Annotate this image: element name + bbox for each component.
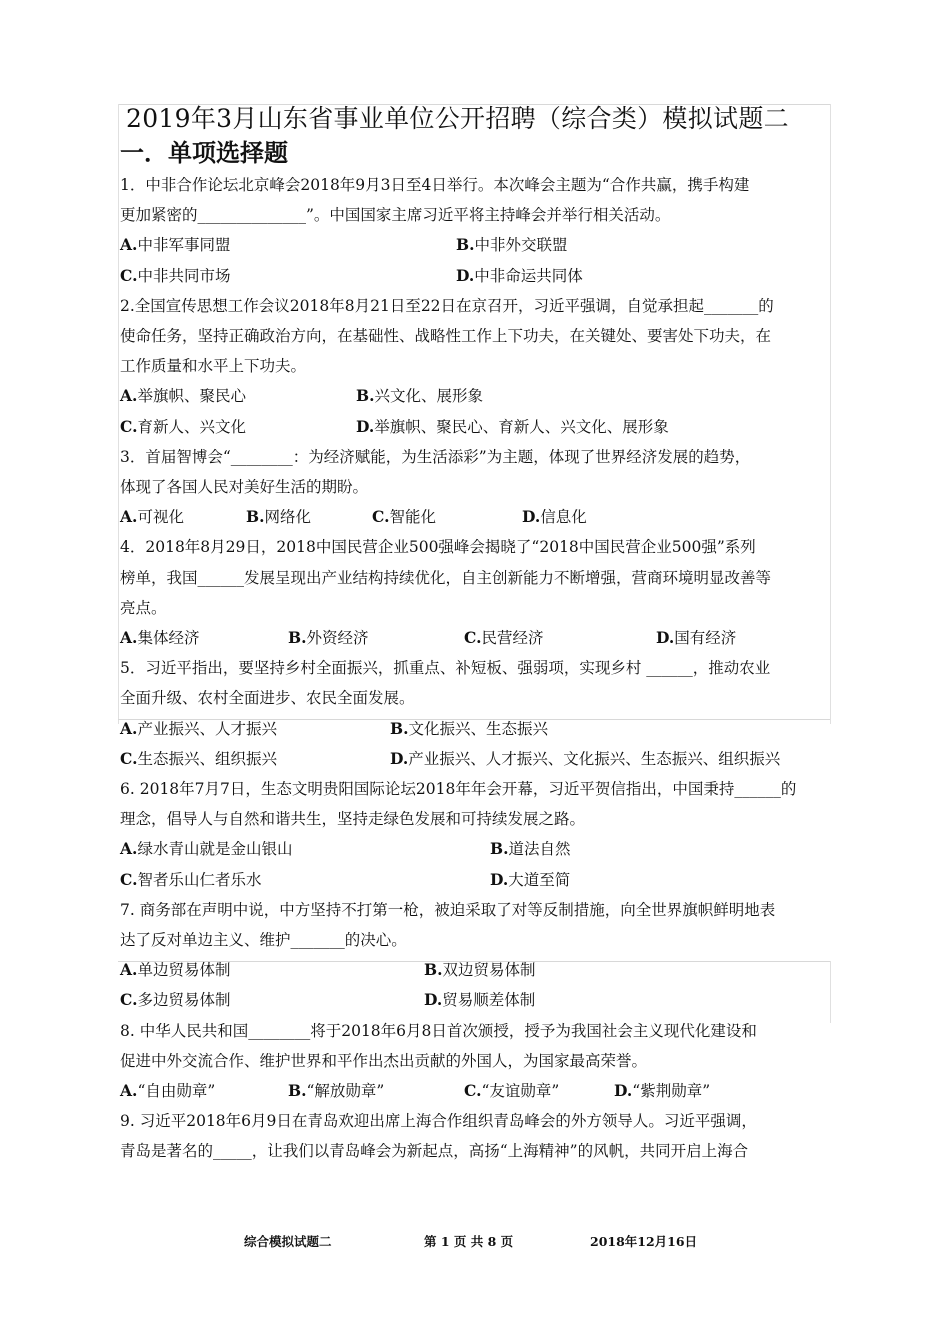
question-text-line: 9. 习近平2018年6月9日在青岛欢迎出席上海合作组织青岛峰会的外方领导人。习近平强调， bbox=[120, 1112, 757, 1131]
option-row bbox=[120, 985, 832, 1015]
question-text-line: 4．2018年8月29日，2018中国民营企业500强峰会揭晓了“2018中国民营企业500强”系列 bbox=[120, 538, 756, 557]
option-letter: B. bbox=[246, 507, 265, 527]
answer-option: A.“自由勋章” bbox=[120, 1080, 216, 1100]
question-7 bbox=[120, 895, 832, 1016]
answer-option: C.中非共同市场 bbox=[120, 265, 231, 285]
option-letter: D. bbox=[390, 748, 409, 768]
answer-option: D.举旗帜、聚民心、育新人、兴文化、展形象 bbox=[356, 416, 669, 436]
answer-option: D.信息化 bbox=[522, 507, 587, 527]
option-letter: D. bbox=[522, 507, 541, 527]
answer-option: B.“解放勋章” bbox=[288, 1080, 385, 1100]
option-letter: D. bbox=[614, 1080, 633, 1100]
option-row bbox=[120, 744, 832, 774]
section-heading: 一．单项选择题 bbox=[120, 138, 288, 167]
answer-option: C.育新人、兴文化 bbox=[120, 416, 246, 436]
option-letter: D. bbox=[490, 869, 509, 889]
option-letter: B. bbox=[424, 960, 443, 980]
option-letter: B. bbox=[390, 718, 409, 738]
answer-option: C.智能化 bbox=[372, 507, 436, 527]
question-1 bbox=[120, 170, 832, 291]
answer-option: C.生态振兴、组织振兴 bbox=[120, 748, 277, 768]
question-text-line: 2.全国宣传思想工作会议2018年8月21日至22日在京召开，习近平强调，自觉承担起_______的 bbox=[120, 296, 774, 315]
option-letter: A. bbox=[120, 507, 138, 527]
question-5 bbox=[120, 653, 832, 774]
answer-option: A.中非军事同盟 bbox=[120, 235, 231, 255]
answer-option: B.道法自然 bbox=[490, 839, 571, 859]
option-letter: C. bbox=[372, 507, 390, 527]
option-letter: D. bbox=[424, 990, 443, 1010]
option-letter: B. bbox=[356, 386, 375, 406]
question-text-line: 8. 中华人民共和国________将于2018年6月8日首次颁授，授予为我国社会主义现代化建设和 bbox=[120, 1021, 757, 1040]
option-letter: A. bbox=[120, 839, 138, 859]
option-letter: C. bbox=[120, 990, 138, 1010]
option-row bbox=[120, 502, 832, 532]
answer-option: B.文化振兴、生态振兴 bbox=[390, 718, 549, 738]
answer-option: B.双边贸易体制 bbox=[424, 960, 536, 980]
option-letter: D. bbox=[656, 627, 675, 647]
option-letter: A. bbox=[120, 386, 138, 406]
question-list bbox=[120, 170, 832, 1167]
answer-option: C.“友谊勋章” bbox=[464, 1080, 560, 1100]
option-letter: A. bbox=[120, 627, 138, 647]
answer-option: A.产业振兴、人才振兴 bbox=[120, 718, 277, 738]
question-text-line: 使命任务，坚持正确政治方向，在基础性、战略性工作上下功夫，在关键处、要害处下功夫，在 bbox=[120, 326, 772, 345]
answer-option: B.中非外交联盟 bbox=[456, 235, 568, 255]
footer-page-info: 第 1 页 共 8 页 bbox=[424, 1234, 514, 1249]
question-text-line: 6. 2018年7月7日，生态文明贵阳国际论坛2018年年会开幕，习近平贺信指出，中国秉持______的 bbox=[120, 779, 797, 798]
option-letter: A. bbox=[120, 235, 138, 255]
answer-option: C.民营经济 bbox=[464, 627, 544, 647]
option-letter: D. bbox=[356, 416, 375, 436]
footer-date: 2018年12月16日 bbox=[590, 1234, 698, 1249]
option-row bbox=[120, 834, 832, 864]
question-text-line: 促进中外交流合作、维护世界和平作出杰出贡献的外国人，为国家最高荣誉。 bbox=[120, 1051, 648, 1070]
option-letter: B. bbox=[456, 235, 475, 255]
option-letter: C. bbox=[120, 265, 138, 285]
answer-option: A.可视化 bbox=[120, 507, 184, 527]
question-9 bbox=[120, 1106, 832, 1166]
option-letter: C. bbox=[464, 627, 482, 647]
question-text-line: 理念，倡导人与自然和谐共生，坚持走绿色发展和可持续发展之路。 bbox=[120, 810, 586, 829]
question-2 bbox=[120, 291, 832, 442]
question-8 bbox=[120, 1016, 832, 1107]
answer-option: A.绿水青山就是金山银山 bbox=[120, 839, 293, 859]
answer-option: B.兴文化、展形象 bbox=[356, 386, 484, 406]
question-6 bbox=[120, 774, 832, 895]
answer-option: B.网络化 bbox=[246, 507, 312, 527]
option-row bbox=[120, 412, 832, 442]
question-text-line: 全面升级、农村全面进步、农民全面发展。 bbox=[120, 689, 415, 708]
answer-option: D.中非命运共同体 bbox=[456, 265, 583, 285]
option-row bbox=[120, 865, 832, 895]
answer-option: B.外资经济 bbox=[288, 627, 369, 647]
option-row bbox=[120, 955, 832, 985]
answer-option: C.智者乐山仁者乐水 bbox=[120, 869, 262, 889]
page-title: 2019年3月山东省事业单位公开招聘（综合类）模拟试题二 bbox=[126, 104, 789, 133]
option-letter: A. bbox=[120, 1080, 138, 1100]
question-text-line: 工作质量和水平上下功夫。 bbox=[120, 357, 307, 376]
option-row bbox=[120, 714, 832, 744]
answer-option: D.大道至简 bbox=[490, 869, 571, 889]
question-text-line: 达了反对单边主义、维护_______的决心。 bbox=[120, 930, 407, 949]
question-text-line: 亮点。 bbox=[120, 598, 167, 617]
answer-option: D.产业振兴、人才振兴、文化振兴、生态振兴、组织振兴 bbox=[390, 748, 781, 768]
option-row bbox=[120, 1076, 832, 1106]
question-text-line: 5．习近平指出，要坚持乡村全面振兴，抓重点、补短板、强弱项，实现乡村 ______，推动农业 bbox=[120, 659, 771, 678]
question-text-line: 榜单，我国______发展呈现出产业结构持续优化，自主创新能力不断增强，营商环境明显改善等 bbox=[120, 568, 772, 587]
answer-option: C.多边贸易体制 bbox=[120, 990, 231, 1010]
option-letter: D. bbox=[456, 265, 475, 285]
question-text-line: 青岛是著名的_____，让我们以青岛峰会为新起点，高扬“上海精神”的风帆，共同开启上海合 bbox=[120, 1142, 749, 1161]
answer-option: A.集体经济 bbox=[120, 627, 200, 647]
answer-option: D.“紫荆勋章” bbox=[614, 1080, 711, 1100]
option-letter: C. bbox=[120, 748, 138, 768]
footer-doc-name: 综合模拟试题二 bbox=[244, 1234, 332, 1249]
option-letter: A. bbox=[120, 718, 138, 738]
option-letter: C. bbox=[120, 869, 138, 889]
option-row bbox=[120, 381, 832, 411]
answer-option: D.国有经济 bbox=[656, 627, 737, 647]
question-text-line: 体现了各国人民对美好生活的期盼。 bbox=[120, 477, 369, 496]
option-letter: A. bbox=[120, 960, 138, 980]
question-4 bbox=[120, 532, 832, 653]
question-text-line: 1．中非合作论坛北京峰会2018年9月3日至4日举行。本次峰会主题为“合作共赢，携手构建 bbox=[120, 176, 750, 194]
option-row bbox=[120, 261, 832, 291]
table-border bbox=[118, 104, 119, 724]
answer-option: D.贸易顺差体制 bbox=[424, 990, 536, 1010]
option-letter: B. bbox=[288, 627, 307, 647]
option-letter: B. bbox=[490, 839, 509, 859]
option-letter: C. bbox=[120, 416, 138, 436]
question-text-line: 更加紧密的______________”。中国国家主席习近平将主持峰会并举行相关活动。 bbox=[120, 206, 671, 225]
question-text-line: 7. 商务部在声明中说，中方坚持不打第一枪，被迫采取了对等反制措施，向全世界旗帜鲜明地表 bbox=[120, 900, 776, 919]
question-3 bbox=[120, 442, 832, 533]
answer-option: A.举旗帜、聚民心 bbox=[120, 386, 246, 406]
answer-option: A.单边贸易体制 bbox=[120, 960, 231, 980]
exam-content bbox=[120, 102, 832, 1167]
option-letter: B. bbox=[288, 1080, 307, 1100]
option-row bbox=[120, 623, 832, 653]
question-text-line: 3．首届智博会“________：为经济赋能，为生活添彩”为主题，体现了世界经济发展的趋势， bbox=[120, 447, 751, 466]
option-row bbox=[120, 230, 832, 260]
option-letter: C. bbox=[464, 1080, 482, 1100]
